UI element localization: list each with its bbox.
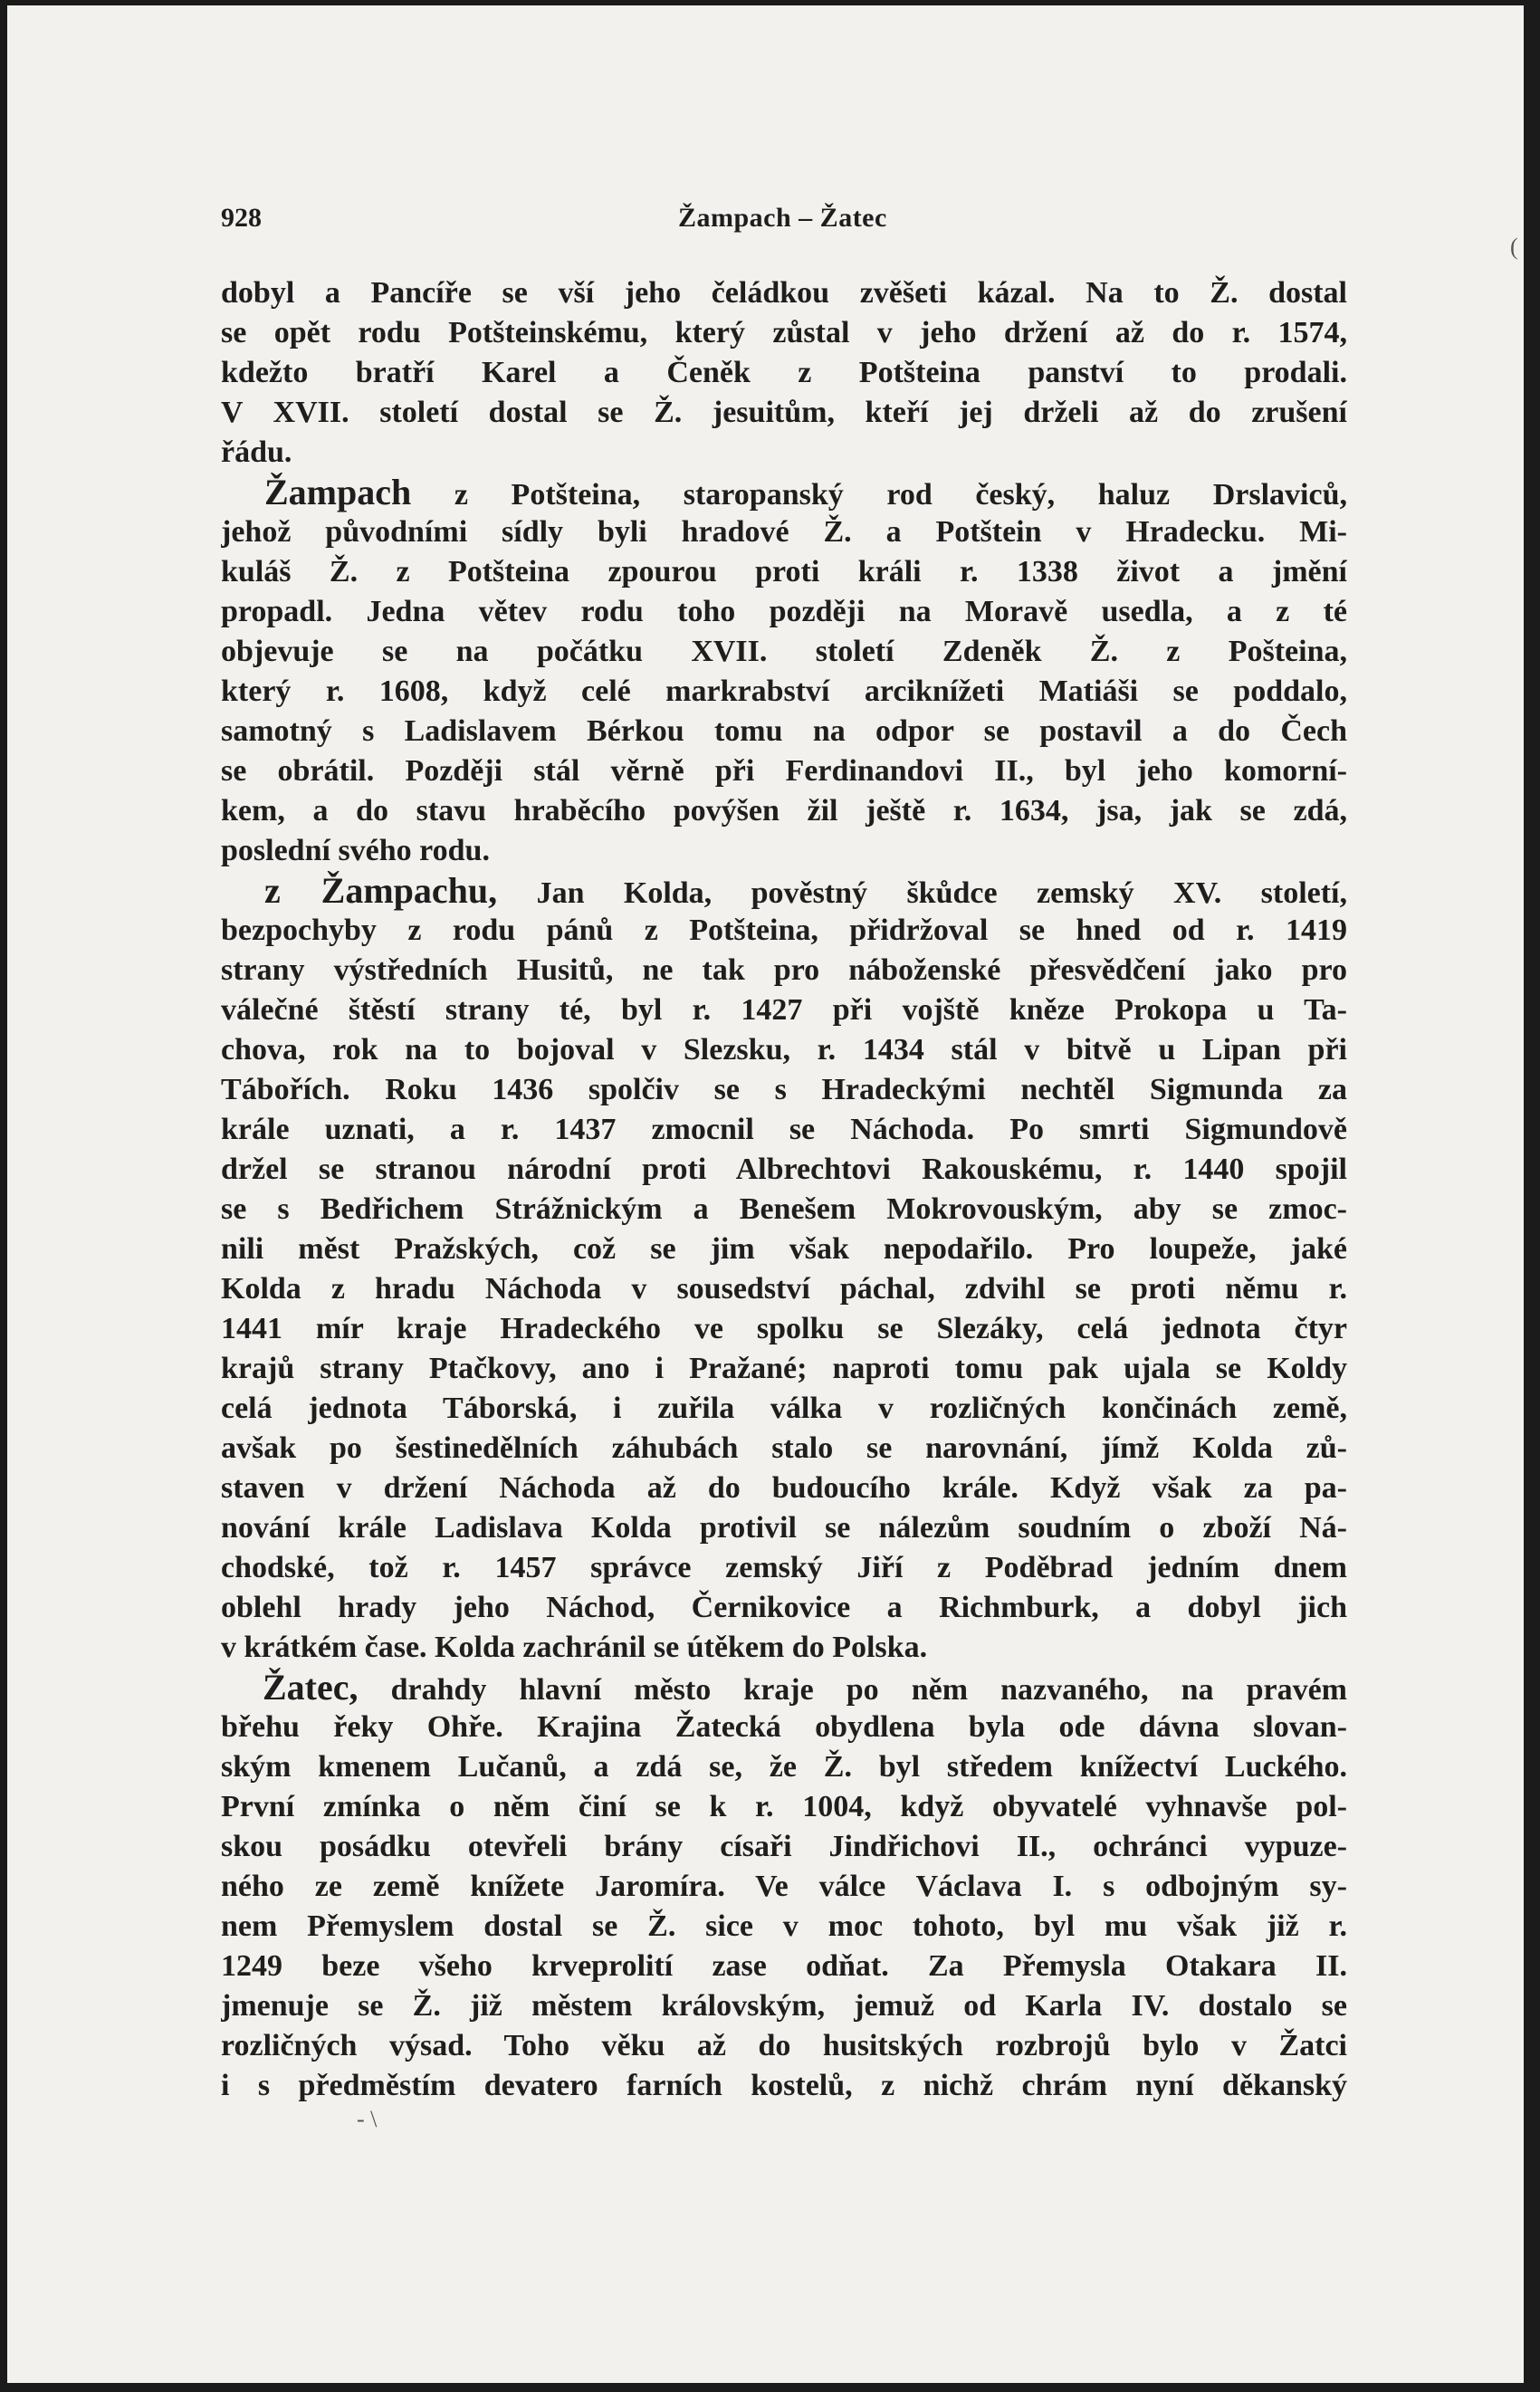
text-line: dobyl a Pancíře se vší jeho čeládkou zvěšeti kázal. Na to Ž. dostal (221, 276, 1347, 310)
text-line: řádu. (221, 435, 292, 469)
text-line: skou posádku otevřeli brány císaři Jindřichovi II., ochránci vypuze- (221, 1830, 1347, 1863)
text-line: strany výstředních Husitů, ne tak pro náboženské přesvědčení jako pro (221, 953, 1347, 987)
text-line: kdežto bratří Karel a Čeněk z Potšteina panství to prodali. (221, 356, 1347, 389)
entry-text: Jan Kolda, pověstný škůdce zemský XV. století, (536, 876, 1347, 910)
text-line: samotný s Ladislavem Bérkou tomu na odpor se postavil a do Čech (221, 714, 1347, 748)
entry-first-line (221, 1668, 1347, 1708)
text-line: 1249 beze všeho krveprolití zase odňat. Za Přemysla Otakara II. (221, 1949, 1347, 1983)
text-line: 1441 mír kraje Hradeckého ve spolku se Slezáky, celá jednota čtyr (221, 1312, 1347, 1345)
text-line: jmenuje se Ž. již městem královským, jemuž od Karla IV. dostalo se (221, 1989, 1347, 2023)
text-line: objevuje se na počátku XVII. století Zdeněk Ž. z Pošteina, (221, 635, 1347, 668)
text-line: oblehl hrady jeho Náchod, Černikovice a Richmburk, a dobyl jich (221, 1591, 1347, 1624)
page-sheet (7, 5, 1524, 2383)
margin-mark: ( (1510, 234, 1518, 260)
entry-text: z Potšteina, staropanský rod český, haluz Drslaviců, (454, 478, 1347, 512)
running-title: Žampach – Žatec (678, 203, 887, 233)
entry-headword: Žampach (264, 473, 412, 512)
text-line: rozličných výsad. Toho věku až do husitských rozbrojů bylo v Žatci (221, 2029, 1347, 2062)
body-text (221, 273, 1347, 2106)
entry-first-line (221, 473, 1347, 512)
text-line: propadl. Jedna větev rodu toho později na Moravě usedla, a z té (221, 595, 1347, 628)
text-line: chova, rok na to bojoval v Slezsku, r. 1434 stál v bitvě u Lipan při (221, 1033, 1347, 1067)
text-line: avšak po šestinedělních záhubách stalo se narovnání, jímž Kolda zů- (221, 1431, 1347, 1465)
text-line: bezpochyby z rodu pánů z Potšteina, přidržoval se hned od r. 1419 (221, 914, 1347, 947)
text-line: držel se stranou národní proti Albrechtovi Rakouskému, r. 1440 spojil (221, 1153, 1347, 1186)
text-line: krajů strany Ptačkovy, ano i Pražané; naproti tomu pak ujala se Koldy (221, 1352, 1347, 1385)
text-line: Kolda z hradu Náchoda v sousedství páchal, zdvihl se proti němu r. (221, 1272, 1347, 1306)
text-line: ským kmenem Lučanů, a zdá se, že Ž. byl středem knížectví Luckého. (221, 1750, 1347, 1784)
text-line: se opět rodu Potšteinskému, který zůstal v jeho držení až do r. 1574, (221, 316, 1347, 349)
text-line: V XVII. století dostal se Ž. jesuitům, kteří jej drželi až do zrušení (221, 396, 1347, 429)
text-line: celá jednota Táborská, i zuřila válka v rozličných končinách země, (221, 1392, 1347, 1425)
text-line: se s Bedřichem Strážnickým a Benešem Mokrovouským, aby se zmoc- (221, 1192, 1347, 1226)
text-line: válečné štěstí strany té, byl r. 1427 při vojště kněze Prokopa u Ta- (221, 993, 1347, 1027)
text-line: krále uznati, a r. 1437 zmocnil se Náchoda. Po smrti Sigmundově (221, 1113, 1347, 1146)
entry-text: drahdy hlavní město kraje po něm nazvaného, na pravém (390, 1673, 1347, 1707)
text-line: chodské, tož r. 1457 správce zemský Jiří z Poděbrad jedním dnem (221, 1551, 1347, 1584)
margin-mark: - \ (357, 2106, 378, 2132)
entry-first-line (221, 871, 1347, 911)
text-line: nování krále Ladislava Kolda protivil se nálezům soudním o zboží Ná- (221, 1511, 1347, 1545)
text-line: břehu řeky Ohře. Krajina Žatecká obydlena byla ode dávna slovan- (221, 1710, 1347, 1744)
text-line: i s předměstím devatero farních kostelů, z nichž chrám nyní děkanský (221, 2069, 1347, 2102)
text-line: poslední svého rodu. (221, 834, 490, 867)
text-line: kem, a do stavu hraběcího povýšen žil ještě r. 1634, jsa, jak se zdá, (221, 794, 1347, 828)
text-line: který r. 1608, když celé markrabství arciknížeti Matiáši se poddalo, (221, 675, 1347, 708)
entry-headword: z Žampachu, (264, 871, 498, 911)
text-line: Tábořích. Roku 1436 spolčiv se s Hradeckými nechtěl Sigmunda za (221, 1073, 1347, 1106)
text-line: První zmínka o něm činí se k r. 1004, když obyvatelé vyhnavše pol- (221, 1790, 1347, 1823)
text-line: nili měst Pražských, což se jim však nepodařilo. Pro loupeže, jaké (221, 1232, 1347, 1266)
entry-headword: Žatec, (263, 1668, 359, 1708)
page-number: 928 (221, 203, 262, 233)
text-line: se obrátil. Později stál věrně při Ferdinandovi II., byl jeho komorní- (221, 754, 1347, 788)
text-line: nem Přemyslem dostal se Ž. sice v moc tohoto, byl mu však již r. (221, 1909, 1347, 1943)
text-line: kuláš Ž. z Potšteina zpourou proti králi r. 1338 život a jmění (221, 555, 1347, 588)
text-line: v krátkém čase. Kolda zachránil se útěkem do Polska. (221, 1631, 928, 1664)
text-line: staven v držení Náchoda až do budoucího krále. Když však za pa- (221, 1471, 1347, 1505)
page-header (221, 203, 1347, 239)
text-line: jehož původními sídly byli hradové Ž. a Potštein v Hradecku. Mi- (221, 515, 1347, 549)
text-line: ného ze země knížete Jaromíra. Ve válce Václava I. s odbojným sy- (221, 1870, 1347, 1903)
